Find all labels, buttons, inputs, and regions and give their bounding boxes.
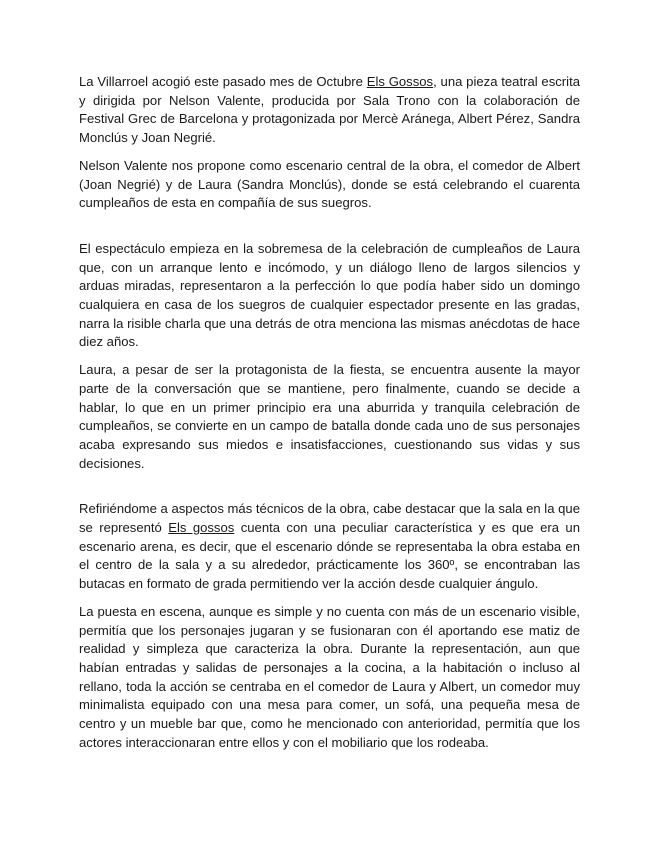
play-title-reference: Els Gossos <box>366 74 434 89</box>
paragraph-intro <box>79 73 580 148</box>
paragraph-staging: La puesta en escena, aunque es simple y no cuenta con más de un escenario visible, permitía que los personajes jugaran y se fusionaran con él aportando ese matiz de realidad y simpleza que caracteriza la obra. Durante la representación, aun que habían entradas y salidas de personajes a la cocina, a la habitación o incluso al rellano, toda la acción se centraba en el comedor de Laura y Albert, un comedor muy minimalista equipado con una mesa para comer, un sofá, una pequeña mesa de centro y un mueble bar que, como he mencionado con anterioridad, permitía que los actores interaccionaran entre ellos y con el mobiliario que los rodeaba. <box>79 603 580 750</box>
paragraph-technical-before: Refiriéndome a aspectos más técnicos de la obra, cabe destacar que la sala en la que se representó <box>79 501 580 536</box>
document-body <box>79 73 580 753</box>
play-title-reference: Els gossos <box>168 520 235 536</box>
paragraph-setting: Nelson Valente nos propone como escenario central de la obra, el comedor de Albert (Joan Negrié) y de Laura (Sandra Monclús), donde se está celebrando el cuarenta cumpleaños de esta en compañía de sus suegros. <box>79 157 580 211</box>
paragraph-opening: El espectáculo empieza en la sobremesa de la celebración de cumpleaños de Laura que, con un arranque lento e incómodo, y un diálogo lleno de largos silencios y arduas miradas, representaron a la perfección lo que podía haber sido un domingo cualquiera en casa de los suegros de cualquier espectador presente en las gradas, narra la risible charla que una detrás de otra menciona las mismas anécdotas de hace diez años. <box>79 240 580 350</box>
paragraph-technical-after: cuenta con una peculiar característica y es que era un escenario arena, es decir, que el escenario dónde se representaba la obra estaba en el centro de la sala y a su alrededor, prácticamente los 360º, se encontraban las butacas en formato de grada permitiendo ver la acción desde cualquier ángulo. <box>79 520 580 592</box>
paragraph-technical <box>79 500 580 594</box>
paragraph-intro-after: , una pieza teatral escrita y dirigida por Nelson Valente, producida por Sala Trono con la colaboración de Festival Grec de Barcelona y protagonizada por Mercè Aránega, Albert Pérez, Sandra Monclús y Joan Negrié. <box>79 74 581 146</box>
paragraph-intro-before: La Villarroel acogió este pasado mes de Octubre <box>79 74 367 89</box>
paragraph-conflict: Laura, a pesar de ser la protagonista de la fiesta, se encuentra ausente la mayor parte de la conversación que se mantiene, pero finalmente, cuando se decide a hablar, lo que en un primer principio era una aburrida y tranquila celebración de cumpleaños, se convierte en un campo de batalla donde cada uno de sus personajes acaba expresando sus miedos e insatisfacciones, cuestionando sus vidas y sus decisiones. <box>79 362 580 471</box>
